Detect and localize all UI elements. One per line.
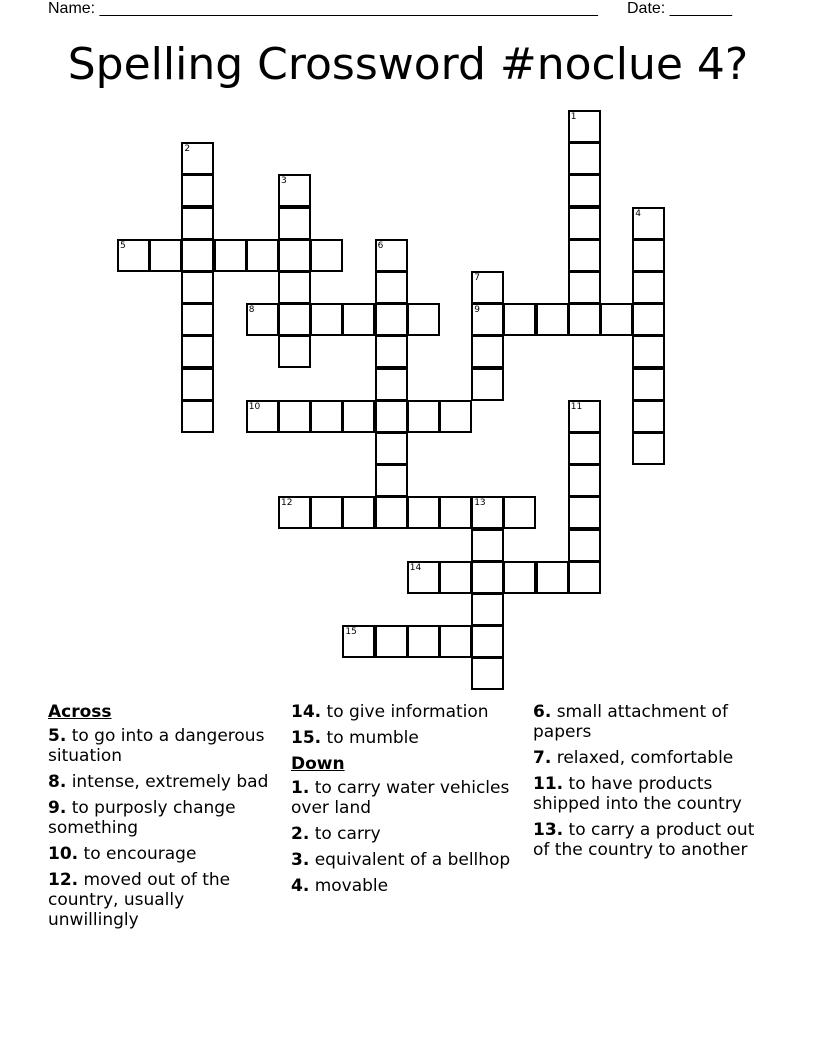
crossword-cell[interactable]: [471, 496, 504, 529]
crossword-cell[interactable]: [471, 529, 504, 562]
crossword-cell[interactable]: [471, 271, 504, 304]
crossword-cell[interactable]: [632, 400, 665, 433]
crossword-cell[interactable]: [149, 239, 182, 272]
crossword-cell[interactable]: [568, 207, 601, 240]
cell-number: 1: [570, 112, 577, 122]
clue-text: to encourage: [83, 844, 197, 864]
clue-down-11: [533, 774, 765, 814]
crossword-cell[interactable]: [632, 207, 665, 240]
crossword-cell[interactable]: [568, 432, 601, 465]
clue-down-1: [291, 778, 523, 818]
crossword-cell[interactable]: [181, 368, 214, 401]
down-heading: Down: [291, 754, 345, 774]
crossword-cell[interactable]: [536, 561, 569, 594]
crossword-cell[interactable]: [568, 464, 601, 497]
clue-number: 1.: [291, 778, 310, 798]
crossword-cell[interactable]: [568, 239, 601, 272]
clue-text: to go into a dangerous situation: [48, 726, 265, 766]
crossword-cell[interactable]: [568, 496, 601, 529]
crossword-cell[interactable]: [568, 174, 601, 207]
cell-number: 2: [184, 144, 191, 155]
clue-text: to carry: [314, 824, 381, 844]
crossword-cell[interactable]: [278, 271, 311, 304]
clue-down-4: [291, 876, 523, 896]
clue-down-2: [291, 824, 523, 844]
clue-text: to purposly change something: [48, 798, 236, 838]
clue-across-9: [48, 798, 280, 838]
clue-number: 12.: [48, 870, 79, 890]
clue-down-7: [533, 748, 765, 768]
crossword-cell[interactable]: [181, 303, 214, 336]
crossword-cell[interactable]: [471, 625, 504, 658]
crossword-cell[interactable]: [246, 400, 279, 433]
crossword-cell[interactable]: [375, 271, 408, 304]
clue-text: to mumble: [326, 728, 419, 748]
crossword-cell[interactable]: [632, 335, 665, 368]
crossword-cell[interactable]: [342, 496, 375, 529]
cell-number: 10: [248, 401, 261, 412]
crossword-cell[interactable]: [246, 239, 279, 272]
crossword-cell[interactable]: [632, 239, 665, 272]
crossword-cell[interactable]: [471, 303, 504, 336]
crossword-cell[interactable]: [439, 496, 472, 529]
crossword-cell[interactable]: [503, 303, 536, 336]
crossword-cell[interactable]: [632, 368, 665, 401]
crossword-cell[interactable]: [310, 303, 343, 336]
crossword-cell[interactable]: [407, 303, 440, 336]
crossword-cell[interactable]: [471, 335, 504, 368]
crossword-cell[interactable]: [342, 625, 375, 658]
crossword-cell[interactable]: [568, 561, 601, 594]
crossword-cell[interactable]: [471, 368, 504, 401]
clue-across-8: [48, 772, 280, 792]
crossword-cell[interactable]: [632, 303, 665, 336]
crossword-cell[interactable]: [278, 174, 311, 207]
cell-number: 14: [409, 562, 422, 573]
clue-down-6: [533, 702, 765, 742]
crossword-cell[interactable]: [407, 561, 440, 594]
clue-across-15: [291, 728, 523, 748]
clue-number: 9.: [48, 798, 67, 818]
crossword-cell[interactable]: [375, 432, 408, 465]
clue-text: equivalent of a bellhop: [314, 850, 511, 870]
crossword-cell[interactable]: [181, 271, 214, 304]
crossword-cell[interactable]: [375, 303, 408, 336]
crossword-cell[interactable]: [117, 239, 150, 272]
crossword-cell[interactable]: [407, 400, 440, 433]
crossword-cell[interactable]: [568, 271, 601, 304]
clue-number: 10.: [48, 844, 79, 864]
crossword-cell[interactable]: [471, 593, 504, 626]
cell-number: 12: [281, 498, 293, 509]
clue-number: 8.: [48, 772, 67, 792]
clue-number: 6.: [533, 702, 552, 722]
crossword-cell[interactable]: [278, 496, 311, 529]
cell-number: 9: [474, 305, 480, 316]
clue-down-13: [533, 820, 765, 860]
cell-number: 8: [248, 305, 255, 316]
crossword-cell[interactable]: [632, 271, 665, 304]
crossword-cell[interactable]: [278, 400, 311, 433]
crossword-cell[interactable]: [310, 239, 343, 272]
crossword-cell[interactable]: [439, 400, 472, 433]
clue-column-1: [48, 702, 280, 936]
clue-column-2: [291, 702, 523, 902]
crossword-cell[interactable]: [503, 561, 536, 594]
crossword-cell[interactable]: [407, 496, 440, 529]
cell-number: 11: [570, 401, 583, 412]
clue-across-14: [291, 702, 523, 722]
crossword-cell[interactable]: [568, 529, 601, 562]
crossword-cell[interactable]: [536, 303, 569, 336]
cell-number: 13: [474, 498, 486, 509]
clue-number: 7.: [533, 748, 552, 768]
crossword-cell[interactable]: [568, 142, 601, 175]
crossword-cell[interactable]: [407, 625, 440, 658]
clue-number: 13.: [533, 820, 564, 840]
clue-number: 14.: [291, 702, 322, 722]
cell-number: 15: [345, 627, 357, 638]
across-heading: Across: [48, 702, 112, 722]
crossword-cell[interactable]: [181, 400, 214, 433]
crossword-cell[interactable]: [375, 239, 408, 272]
crossword-cell[interactable]: [310, 400, 343, 433]
crossword-cell[interactable]: [568, 400, 601, 433]
crossword-cell[interactable]: [181, 174, 214, 207]
clue-number: 15.: [291, 728, 322, 748]
clue-text: moved out of the country, usually unwillingly: [48, 870, 231, 930]
crossword-cell[interactable]: [342, 303, 375, 336]
clue-number: 5.: [48, 726, 67, 746]
date-field[interactable]: Date: _______: [627, 0, 732, 17]
crossword-cell[interactable]: [568, 110, 601, 143]
cell-number: 4: [635, 208, 641, 219]
clue-across-12: [48, 870, 280, 930]
cell-number: 6: [377, 240, 384, 251]
cell-number: 5: [120, 240, 126, 251]
crossword-cell[interactable]: [471, 561, 504, 594]
cell-number: 7: [474, 273, 480, 283]
clue-number: 2.: [291, 824, 310, 844]
crossword-cell[interactable]: [632, 432, 665, 465]
crossword-cell[interactable]: [181, 207, 214, 240]
clue-number: 11.: [533, 774, 564, 794]
crossword-cell[interactable]: [214, 239, 247, 272]
name-field[interactable]: Name: ________________________________________________________: [48, 0, 598, 17]
clue-number: 4.: [291, 876, 310, 896]
clue-text: relaxed, comfortable: [556, 748, 734, 768]
clue-text: small attachment of papers: [533, 702, 728, 742]
crossword-cell[interactable]: [278, 303, 311, 336]
crossword-cell[interactable]: [375, 400, 408, 433]
crossword-cell[interactable]: [375, 335, 408, 368]
crossword-cell[interactable]: [181, 142, 214, 175]
crossword-cell[interactable]: [310, 496, 343, 529]
crossword-cell[interactable]: [278, 239, 311, 272]
clue-text: to carry a product out of the country to another: [533, 820, 755, 860]
clue-text: to have products shipped into the country: [533, 774, 742, 814]
clue-number: 3.: [291, 850, 310, 870]
crossword-cell[interactable]: [278, 335, 311, 368]
crossword-cell[interactable]: [246, 303, 279, 336]
crossword-cell[interactable]: [471, 657, 504, 690]
crossword-cell[interactable]: [181, 239, 214, 272]
crossword-cell[interactable]: [568, 303, 601, 336]
clue-across-5: [48, 726, 280, 766]
crossword-cell[interactable]: [439, 625, 472, 658]
cell-number: 3: [281, 176, 287, 187]
crossword-cell[interactable]: [375, 368, 408, 401]
clue-across-10: [48, 844, 280, 864]
clue-column-3: [533, 702, 765, 866]
crossword-cell[interactable]: [503, 496, 536, 529]
clue-text: intense, extremely bad: [71, 772, 269, 792]
crossword-cell[interactable]: [439, 561, 472, 594]
crossword-cell[interactable]: [342, 400, 375, 433]
crossword-cell[interactable]: [181, 335, 214, 368]
clue-text: to give information: [326, 702, 489, 722]
clue-text: movable: [314, 876, 389, 896]
page-title: Spelling Crossword #noclue 4?: [67, 39, 749, 90]
clue-down-3: [291, 850, 523, 870]
clue-text: to carry water vehicles over land: [291, 778, 510, 818]
crossword-cell[interactable]: [375, 496, 408, 529]
crossword-cell[interactable]: [600, 303, 633, 336]
crossword-cell[interactable]: [375, 464, 408, 497]
crossword-cell[interactable]: [375, 625, 408, 658]
crossword-cell[interactable]: [278, 207, 311, 240]
